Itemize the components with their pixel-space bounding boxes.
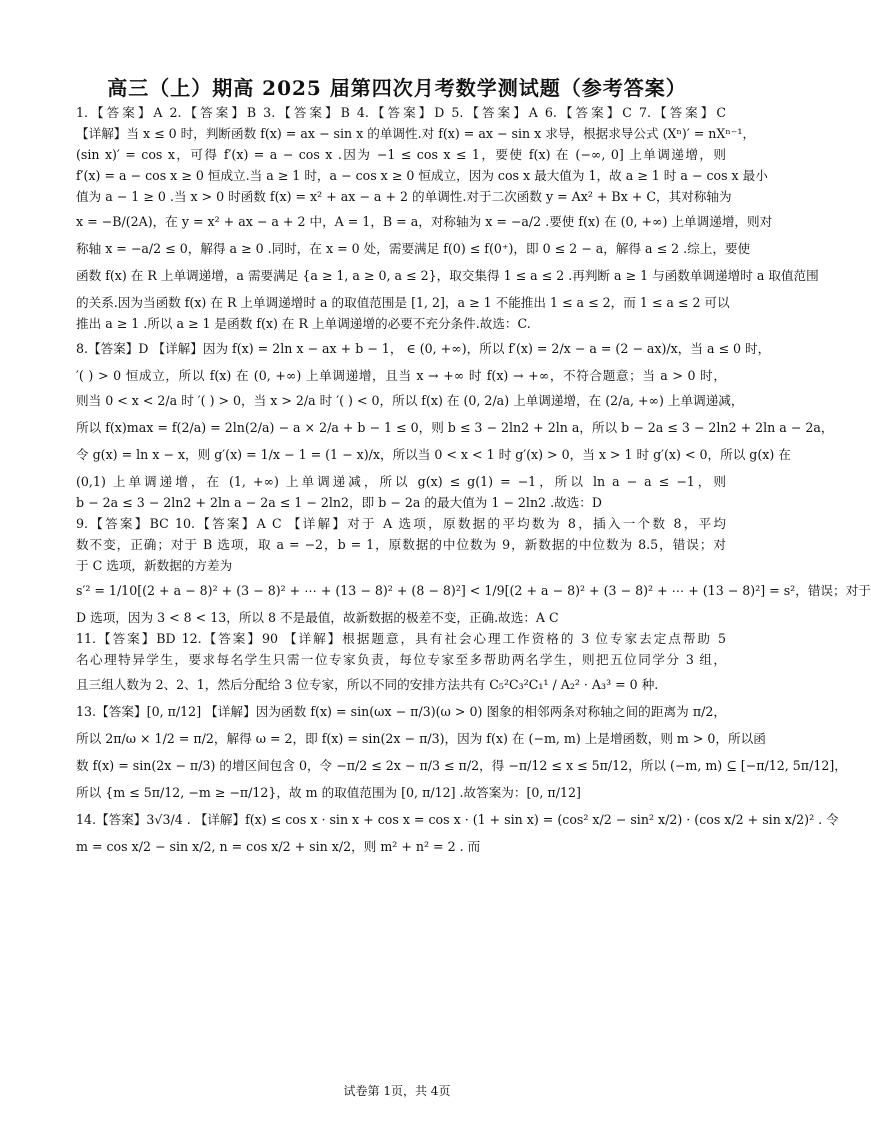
q8-explanation-line: 令 g(x) = ln x − x，则 g′(x) = 1/x − 1 = (1 − x)/x，所以当 0 < x < 1 时 g′(x) > 0，当 x > 1 时 g′(x) < 0，所以 g(x) 在 — [76, 447, 791, 462]
q12-explanation-line: 且三组人数为 2、2、1，然后分配给 3 位专家，所以不同的安排方法共有 C₅²C₃²C₁¹ / A₂² · A₃³ = 0 种. — [76, 677, 659, 692]
q8-explanation-line: b − 2a ≤ 3 − 2ln2 + 2ln a − 2a ≤ 1 − 2ln2，即 b − 2a 的最大值为 1 − 2ln2 .故选：D — [76, 495, 602, 510]
q7-explanation-line: 函数 f(x) 在 R 上单调递增，a 需要满足 {a ≥ 1, a ≥ 0, a ≤ 2}，取交集得 1 ≤ a ≤ 2 .再判断 a ≥ 1 与函数单调递增时 a 取值范围 — [76, 268, 819, 283]
q12-explanation-line: 名心理特异学生，要求每名学生只需一位专家负责，每位专家至多帮助两名学生，则把五位同学分 3 组， — [76, 652, 726, 667]
q7-explanation-line: 的关系.因为当函数 f(x) 在 R 上单调递增时 a 的取值范围是 [1, 2]，a ≥ 1 不能推出 1 ≤ a ≤ 2，而 1 ≤ a ≤ 2 可以 — [76, 295, 730, 310]
q8-explanation-line: ′( ) > 0 恒成立，所以 f(x) 在 (0, +∞) 上单调递增，且当 x → +∞ 时 f(x) → +∞，不符合题意；当 a > 0 时， — [76, 368, 726, 383]
q8-explanation-line: 8.【答案】D 【详解】因为 f(x) = 2ln x − ax + b − 1， ∈ (0, +∞)，所以 f′(x) = 2/x − a = (2 − ax)/x，当 a ≤ 0 时， — [76, 341, 771, 356]
page-title: 高三（上）期高 2025 届第四次月考数学测试题（参考答案） — [107, 76, 687, 100]
answers-1-7: 1.【答案】A 2.【答案】B 3.【答案】B 4.【答案】D 5.【答案】A 6.【答案】C 7.【答案】C — [76, 105, 726, 120]
q8-explanation-line: 所以 f(x)max = f(2/a) = 2ln(2/a) − a × 2/a + b − 1 ≤ 0，则 b ≤ 3 − 2ln2 + 2ln a，所以 b − 2a ≤ 3 − 2ln2 + 2ln a − 2a， — [76, 420, 834, 435]
q7-explanation-line: 推出 a ≥ 1 .所以 a ≥ 1 是函数 f(x) 在 R 上单调递增的必要不充分条件.故选：C. — [76, 316, 531, 331]
q13-explanation-line: 13.【答案】[0, π/12] 【详解】因为函数 f(x) = sin(ωx − π/3)(ω > 0) 图象的相邻两条对称轴之间的距离为 π/2， — [76, 704, 726, 719]
q7-explanation-line: f′(x) = a − cos x ≥ 0 恒成立.当 a ≥ 1 时，a − cos x ≥ 0 恒成立，因为 cos x 最大值为 1，故 a ≥ 1 时 a − cos x 最小 — [76, 168, 768, 183]
q13-explanation-line: 数 f(x) = sin(2x − π/3) 的增区间包含 0，令 −π/2 ≤ 2x − π/3 ≤ π/2，得 −π/12 ≤ x ≤ 5π/12，所以 (−m, m) ⊆ [−π/12, 5π/12]， — [76, 758, 847, 773]
page-footer: 试卷第 1页，共 4页 — [343, 1084, 451, 1098]
q7-explanation-line: x = −B/(2A)，在 y = x² + ax − a + 2 中，A = 1，B = a，对称轴为 x = −a/2 .要使 f(x) 在 (0, +∞) 上单调递增，则对 — [76, 214, 773, 229]
q7-explanation-line: 称轴 x = −a/2 ≤ 0，解得 a ≥ 0 .同时，在 x = 0 处，需要满足 f(0) ≤ f(0⁺)，即 0 ≤ 2 − a，解得 a ≤ 2 .综上，要使 — [76, 241, 751, 256]
q7-explanation-line: (sin x)′ = cos x，可得 f′(x) = a − cos x .因为 −1 ≤ cos x ≤ 1，要使 f(x) 在 (−∞, 0] 上单调递增，则 — [76, 147, 726, 162]
q14-explanation-line: 14.【答案】3√3/4 . 【详解】f(x) ≤ cos x · sin x + cos x = cos x · (1 + sin x) = (cos² x/2 − sin² x/2) · (cos x/2 + sin x/2)² . 令 — [76, 812, 839, 827]
q10-explanation-line: 于 C 选项，新数据的方差为 — [76, 558, 233, 573]
q10-explanation-line: D 选项，因为 3 < 8 < 13，所以 8 不是最值，故新数据的极差不变，正确.故选：A C — [76, 610, 559, 625]
q14-explanation-line: m = cos x/2 − sin x/2, n = cos x/2 + sin x/2，则 m² + n² = 2 . 而 — [76, 839, 481, 854]
q11-q12-line: 11.【答案】BD 12.【答案】90 【详解】根据题意，具有社会心理工作资格的 3 位专家去定点帮助 5 — [76, 631, 726, 646]
q10-explanation-line: 数不变，正确；对于 B 选项，取 a = −2，b = 1，原数据的中位数为 9，新数据的中位数为 8.5，错误；对 — [76, 537, 726, 552]
q7-explanation-line: 值为 a − 1 ≥ 0 .当 x > 0 时函数 f(x) = x² + ax − a + 2 的单调性.对于二次函数 y = Ax² + Bx + C，其对称轴为 — [76, 189, 732, 204]
q9-q10-line: 9.【答案】BC 10.【答案】A C 【详解】对于 A 选项，原数据的平均数为 8，插入一个数 8，平均 — [76, 516, 726, 531]
q8-explanation-line: 则当 0 < x < 2/a 时 ′( ) > 0，当 x > 2/a 时 ′( ) < 0，所以 f(x) 在 (0, 2/a) 上单调递增，在 (2/a, +∞) 上单调递减， — [76, 393, 744, 408]
q13-explanation-line: 所以 2π/ω × 1/2 = π/2，解得 ω = 2，即 f(x) = sin(2x − π/3)，因为 f(x) 在 (−m, m) 上是增函数，则 m > 0，所以函 — [76, 731, 766, 746]
q13-explanation-line: 所以 {m ≤ 5π/12, −m ≥ −π/12}，故 m 的取值范围为 [0, π/12] .故答案为：[0, π/12] — [76, 785, 581, 800]
q7-explanation-line: 【详解】当 x ≤ 0 时，判断函数 f(x) = ax − sin x 的单调性.对 f(x) = ax − sin x 求导，根据求导公式 (Xⁿ)′ = nXⁿ⁻¹， — [76, 126, 756, 141]
q8-explanation-line: (0,1) 上单调递增，在 (1, +∞) 上单调递减，所以 g(x) ≤ g(1) = −1，所以 ln a − a ≤ −1，则 — [76, 474, 726, 489]
variance-formula: s′² = 1/10[(2 + a − 8)² + (3 − 8)² + ⋯ + (13 − 8)² + (8 − 8)²] < 1/9[(2 + a − 8)² + (3 − 8)² + ⋯ + (13 − 8)²] = s²，错误；对于 — [76, 583, 871, 598]
answer-body — [76, 104, 871, 865]
